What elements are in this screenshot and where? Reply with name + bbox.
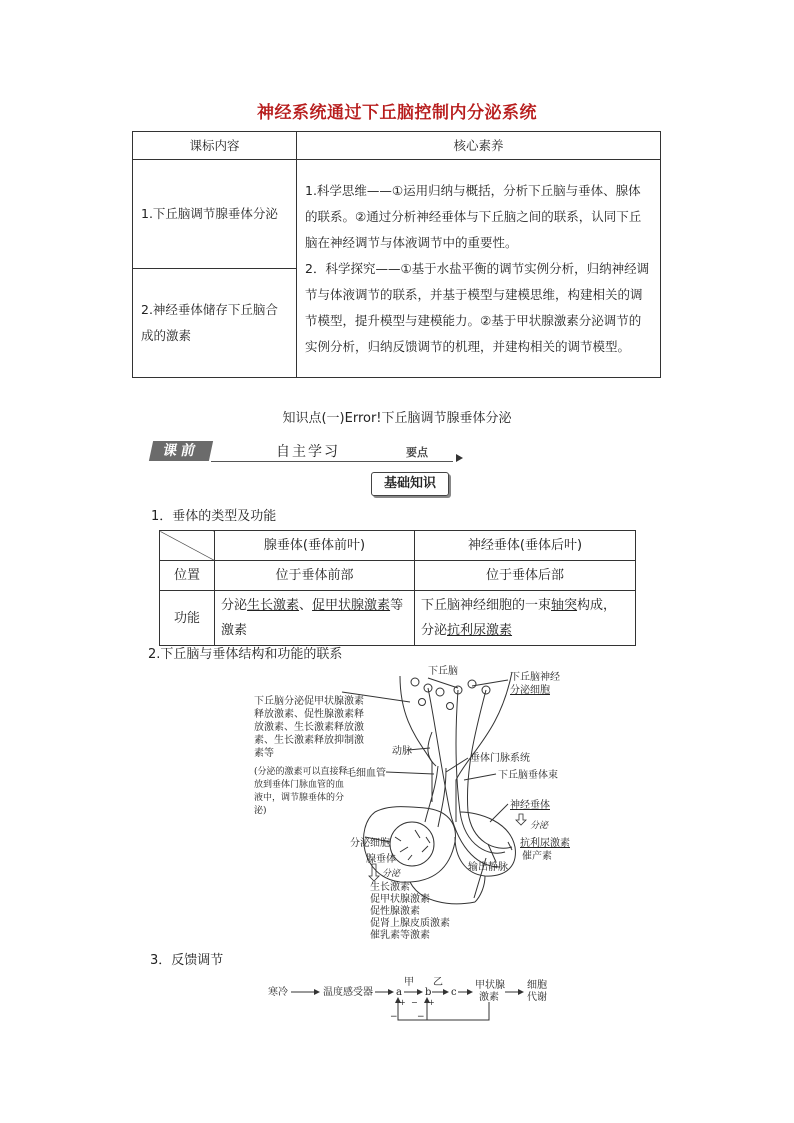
col-adenohypophysis: 腺垂体(垂体前叶) [215,531,415,561]
item1-heading: 1．垂体的类型及功能 [151,509,277,524]
flow-thyroid-1: 激素 [479,992,499,1003]
diagram-left-text-0: 下丘脑分泌促甲状腺激素 [254,696,364,707]
flow-yi: 乙 [433,977,443,988]
label-right-hormone-0: 抗利尿激素 [520,838,570,849]
hypothalamus-outline [400,676,432,802]
pointer-line [490,804,508,822]
bottom-hormone-0: 生长激素 [370,882,410,893]
flow-minus-2: − [390,1012,398,1022]
diagram-left-text-2: 放激素、生长激素释放激 [254,722,364,733]
flow-cold: 寒冷 [268,987,288,998]
header-standards: 课标内容 [133,132,297,160]
col-neurohypophysis: 神经垂体(垂体后叶) [415,531,636,561]
down-arrow-icon [516,814,526,825]
flow-b: b [425,987,432,998]
standard-2: 2.神经垂体储存下丘脑合成的激素 [133,269,297,378]
bottom-hormone-2: 促性腺激素 [370,906,420,917]
function-adeno: 分泌生长激素、促甲状腺激素等激素 [215,591,415,646]
pointer-line [472,680,508,686]
label-secretory-cell: 分泌细胞 [350,838,390,849]
literacy-paragraph-2: 2．科学探究——①基于水盐平衡的调节实例分析，归纳神经调节与体液调节的联系，并基于模型与建模思维，构建相关的调节模型，提升模型与建模能力。②基于甲状腺激素分泌调节的实例分析，归纳反馈调节的机理，并建构相关的调节模型。 [305,260,650,354]
flow-receptor: 温度感受器 [323,987,373,998]
item3-heading: 3．反馈调节 [150,953,224,968]
label-right-hormone-1: 催产素 [522,851,552,862]
label-portal: 垂体门脉系统 [470,753,530,764]
row-function: 功能 [160,591,215,646]
diagram-note-1: 放到垂体门脉血管的血 [254,780,345,790]
arrow-right-icon [456,454,463,462]
bottom-hormone-1: 促甲状腺激素 [370,894,430,905]
flow-thyroid-0: 甲状腺 [475,980,505,991]
position-neuro: 位于垂体后部 [415,561,636,591]
self-study-banner [151,441,463,463]
pointer-line [508,842,512,850]
flow-jia: 甲 [404,977,414,988]
label-artery: 动脉 [392,746,412,757]
label-vein: 输出静脉 [468,862,508,873]
neuron-cell [436,688,444,696]
diagram-note-0: (分泌的激素可以直接释 [254,767,348,777]
label-secrete-down: 分泌 [382,869,401,879]
item2-heading: 2.下丘脑与垂体结构和功能的联系 [148,647,343,662]
flow-minus-1: − [411,998,418,1007]
hypothalamus-outline [456,672,512,822]
artery [428,732,436,766]
label-capillary: 毛细血管 [346,768,386,779]
pituitary-table [159,530,636,646]
pointer-line [428,678,458,688]
portal-vessel [438,768,446,827]
neuron-cell [411,678,419,686]
capillary-bed [395,830,430,860]
feedback-flow-diagram [265,972,555,1024]
banner-right-label: 要点 [406,446,428,459]
banner-tag: 课前 [149,441,213,461]
diagram-left-text-3: 素、生长激素释放抑制激 [254,735,364,746]
diagram-left-text-4: 素等 [254,748,274,759]
neuron-cell [468,680,476,688]
banner-rule [211,461,453,462]
flow-plus-2: + [428,998,435,1007]
section-title: 知识点(一)Error!下丘脑调节腺垂体分泌 [282,411,512,426]
header-literacy: 核心素养 [297,132,661,160]
flow-metabolism-1: 代谢 [527,992,547,1003]
function-neuro: 下丘脑神经细胞的一束轴突构成，分泌抗利尿激素 [415,591,636,646]
diagram-note-2: 液中，调节腺垂体的分 [254,793,345,803]
literacy-paragraph-1: 1.科学思维——①运用归纳与概括，分析下丘脑与垂体、腺体的联系。②通过分析神经垂体与下丘脑之间的联系，认同下丘脑在神经调节与体液调节中的重要性。 [305,182,642,250]
bottom-hormone-4: 催乳素等激素 [370,930,430,941]
label-tract: 下丘脑垂体束 [498,770,558,781]
bottom-hormone-3: 促肾上腺皮质激素 [370,918,450,929]
flow-a: a [396,987,402,998]
basic-knowledge-heading: 基础知识 [371,472,449,496]
flow-plus-1: + [399,998,406,1007]
flow-c: c [451,987,457,998]
tract-line [428,688,500,867]
banner-title: 自主学习 [276,444,340,460]
label-secrete-right: 分泌 [530,821,549,831]
diagram-note-3: 泌) [254,806,267,816]
capillary-bed [390,822,434,866]
label-neurosecretory-1: 分泌细胞 [510,685,550,696]
neuron-cell [419,699,426,706]
flow-metabolism-0: 细胞 [527,980,547,991]
page-title: 神经系统通过下丘脑控制内分泌系统 [257,103,537,123]
hypothalamus-pituitary-diagram [250,662,580,944]
label-neurohypophysis: 神经垂体 [510,800,550,811]
position-adeno: 位于垂体前部 [215,561,415,591]
neuron-cell [447,703,454,710]
standard-1: 1.下丘脑调节腺垂体分泌 [133,160,297,269]
standards-table [132,131,661,378]
label-hypothalamus: 下丘脑 [428,666,458,677]
row-position: 位置 [160,561,215,591]
label-neurosecretory-0: 下丘脑神经 [510,672,560,683]
flow-minus-3: − [417,1012,425,1022]
diagram-left-text-1: 释放激素、促性腺激素释 [254,709,364,720]
pointer-line [386,772,434,774]
diagonal-cell [160,531,215,561]
label-adenohypophysis: 腺垂体 [366,854,396,865]
